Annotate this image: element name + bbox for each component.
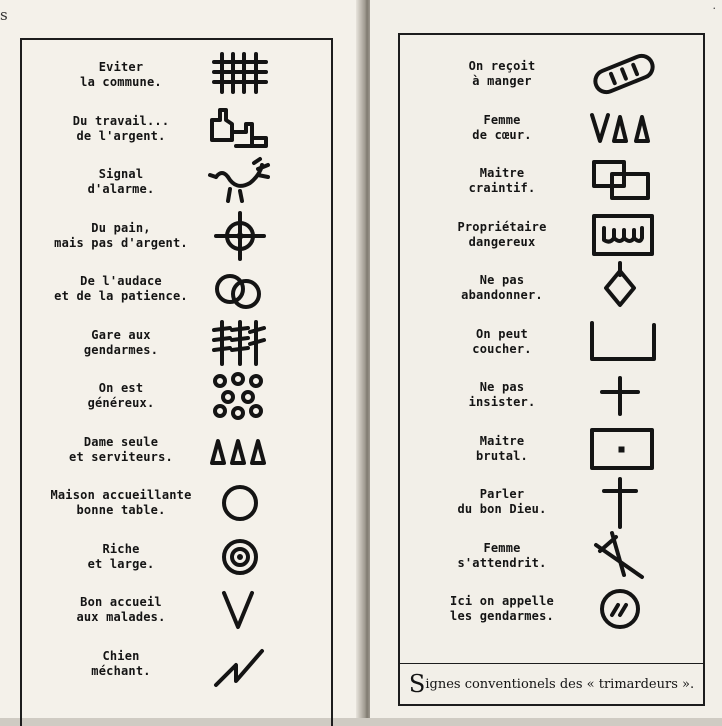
running-head-left: s: [0, 6, 8, 24]
interlocking-circles-icon: [206, 262, 276, 316]
sign-entry: [400, 582, 703, 636]
sign-entry: [22, 102, 331, 156]
sign-entry: [22, 316, 331, 370]
sign-meaning: Chien méchant.: [91, 648, 151, 678]
figure-caption: [400, 663, 703, 704]
small-cross-icon: [584, 368, 664, 422]
sign-entry: [400, 475, 703, 529]
sign-entry: [22, 369, 331, 423]
v-triangles-icon: [584, 101, 664, 155]
left-page: [0, 0, 362, 718]
sign-meaning: Signal d'alarme.: [87, 167, 155, 196]
sign-meaning: Maison accueillante bonne table.: [50, 488, 192, 517]
sign-entry: [22, 637, 331, 691]
v-sign-icon: [206, 583, 276, 637]
sign-meaning: Du travail... de l'argent.: [72, 113, 170, 143]
circle-marks-icon: [584, 582, 664, 636]
left-sign-table: [20, 38, 333, 726]
sign-meaning: Eviter la commune.: [80, 60, 162, 89]
sign-meaning: Bon accueil aux malades.: [76, 595, 166, 624]
sign-entry: [400, 529, 703, 583]
sign-meaning: Ne pas insister.: [468, 380, 536, 409]
caption-initial: S: [408, 670, 426, 698]
bread-loaf-icon: [584, 47, 664, 101]
sign-meaning: Du pain, mais pas d'argent.: [54, 220, 188, 250]
sign-entry: [400, 422, 703, 476]
sign-entry: [22, 209, 331, 263]
tilted-cross-icon: [584, 529, 664, 583]
target-icon: [206, 530, 276, 584]
sign-meaning: On reçoit à manger: [468, 59, 536, 88]
sign-entry: [400, 261, 703, 315]
sign-meaning: De l'audace et de la patience.: [54, 274, 188, 303]
rooster-icon: [206, 155, 276, 209]
sign-entry: [400, 154, 703, 208]
sign-meaning: On est généreux.: [87, 381, 155, 410]
sign-entry: [400, 315, 703, 369]
sign-entry: [22, 262, 331, 316]
sign-meaning: On peut coucher.: [472, 326, 532, 356]
sign-meaning: Riche et large.: [87, 541, 155, 571]
sign-meaning: Ne pas abandonner.: [461, 273, 543, 302]
sign-meaning: Femme s'attendrit.: [457, 540, 547, 570]
box-dot-icon: [584, 422, 664, 476]
running-head-right: ·: [712, 2, 716, 15]
circle-icon: [206, 476, 276, 530]
sign-meaning: Ici on appelle les gendarmes.: [450, 594, 554, 623]
sign-meaning: Gare aux gendarmes.: [83, 327, 159, 357]
overlapping-squares-icon: [584, 154, 664, 208]
teeth-box-icon: [584, 208, 664, 262]
sign-entry: [22, 583, 331, 637]
crosshair-icon: [206, 209, 276, 263]
hash-fence-icon: [206, 48, 276, 102]
latin-cross-icon: [584, 475, 664, 529]
sign-entry: [22, 155, 331, 209]
sign-entry: [22, 423, 331, 477]
sign-meaning: Maitre craintif.: [468, 166, 536, 195]
sign-entry: [400, 208, 703, 262]
sign-meaning: Maitre brutal.: [476, 433, 528, 463]
sign-entry: [400, 368, 703, 422]
sign-entry: [22, 48, 331, 102]
bed-bracket-icon: [584, 315, 664, 369]
diamond-icon: [584, 261, 664, 315]
sign-entry: [400, 101, 703, 155]
sign-entry: [22, 476, 331, 530]
circle-cluster-icon: [206, 369, 276, 423]
sign-meaning: Dame seule et serviteurs.: [69, 434, 173, 464]
zigzag-icon: [206, 637, 276, 691]
sign-entry: [22, 530, 331, 584]
caption-text: ignes conventionels des « trimardeurs ».: [425, 676, 695, 692]
sign-meaning: Femme de cœur.: [472, 112, 532, 142]
sign-entry: [400, 47, 703, 101]
sign-meaning: Parler du bon Dieu.: [457, 487, 547, 516]
triple-tree-icon: [206, 316, 276, 370]
hands-icon: [206, 102, 276, 156]
sign-meaning: Propriétaire dangereux: [457, 219, 547, 249]
right-sign-table: [398, 33, 705, 706]
three-triangles-icon: [206, 423, 276, 477]
